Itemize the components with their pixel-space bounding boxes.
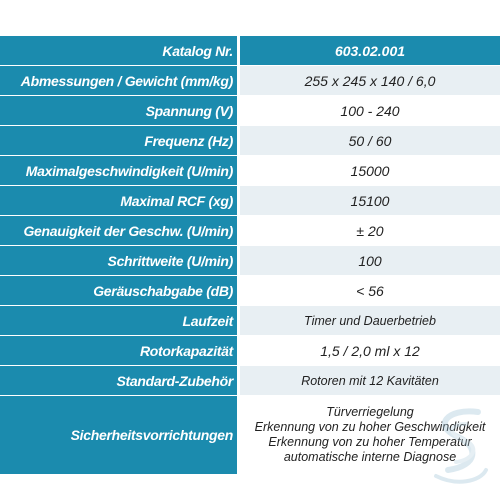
row-label: Schrittweite (U/min): [0, 246, 237, 275]
table-row: [0, 66, 500, 95]
row-value: Rotoren mit 12 Kavitäten: [240, 366, 500, 395]
safety-feature: Erkennung von zu hoher Temperatur: [268, 435, 472, 449]
row-value: 15100: [240, 186, 500, 215]
row-label: Sicherheitsvorrichtungen: [0, 396, 237, 474]
row-value: 15000: [240, 156, 500, 185]
row-label: Maximalgeschwindigkeit (U/min): [0, 156, 237, 185]
row-label: Rotorkapazität: [0, 336, 237, 365]
table-row: [0, 156, 500, 185]
row-label: Geräuschabgabe (dB): [0, 276, 237, 305]
table-row: [0, 246, 500, 275]
row-label: Abmessungen / Gewicht (mm/kg): [0, 66, 237, 95]
row-label: Laufzeit: [0, 306, 237, 335]
table-row-catalog: [0, 36, 500, 65]
row-value: < 56: [240, 276, 500, 305]
table-row: [0, 216, 500, 245]
table-row: [0, 276, 500, 305]
table-row: [0, 96, 500, 125]
logo-stroke: [436, 470, 486, 482]
row-label: Genauigkeit der Geschw. (U/min): [0, 216, 237, 245]
row-label: Katalog Nr.: [0, 36, 237, 65]
table-row-safety: [0, 396, 500, 474]
table-row: [0, 336, 500, 365]
row-value: 603.02.001: [240, 36, 500, 65]
row-value: Timer und Dauerbetrieb: [240, 306, 500, 335]
row-value: 50 / 60: [240, 126, 500, 155]
logo-watermark: [426, 404, 492, 488]
safety-feature: automatische interne Diagnose: [283, 450, 457, 464]
row-value: 100 - 240: [240, 96, 500, 125]
safety-feature: Erkennung von zu hoher Geschwindigkeit: [254, 420, 486, 434]
table-row: [0, 366, 500, 395]
row-value: 255 x 245 x 140 / 6,0: [240, 66, 500, 95]
row-label: Standard-Zubehör: [0, 366, 237, 395]
row-label: Frequenz (Hz): [0, 126, 237, 155]
safety-feature: Türverriegelung: [326, 405, 414, 419]
row-value: ± 20: [240, 216, 500, 245]
row-value: 1,5 / 2,0 ml x 12: [240, 336, 500, 365]
row-label: Maximal RCF (xg): [0, 186, 237, 215]
row-value: 100: [240, 246, 500, 275]
table-row: [0, 306, 500, 335]
table-row: [0, 126, 500, 155]
row-label: Spannung (V): [0, 96, 237, 125]
table-row: [0, 186, 500, 215]
spec-table: [0, 36, 500, 475]
